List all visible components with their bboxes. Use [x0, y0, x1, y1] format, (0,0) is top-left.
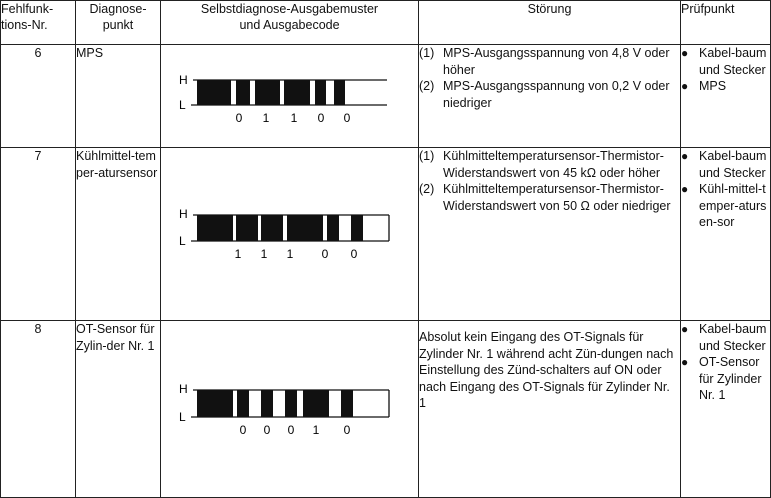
table-row [1, 148, 771, 321]
bullet-icon: ● [681, 322, 689, 336]
signal-diagram [161, 148, 419, 320]
signal-pulse-short [237, 390, 249, 417]
output-code-digit: 1 [260, 247, 268, 261]
check-item: Kabel-baum und Stecker [699, 322, 767, 353]
cause-list [419, 148, 680, 214]
signal-pulse-short [327, 215, 339, 241]
header-row [1, 1, 771, 45]
output-code-digit: 0 [287, 423, 295, 437]
check-item: OT-Sensor für Zylinder Nr. 1 [699, 355, 762, 402]
signal-pulse-short [285, 390, 297, 417]
fault-number: 8 [1, 321, 76, 498]
header-fault [419, 1, 681, 45]
signal-pulse-short [236, 80, 250, 105]
list-item [681, 78, 770, 95]
signal-pulse-short [334, 80, 345, 105]
list-item [419, 181, 680, 214]
list-item [681, 321, 770, 354]
list-item [681, 45, 770, 78]
check-list [681, 321, 770, 404]
signal-pulse-long [284, 80, 310, 105]
output-pattern-cell [161, 321, 419, 498]
bullet-icon: ● [681, 355, 689, 369]
list-item [681, 181, 770, 231]
output-pattern-cell [161, 45, 419, 148]
fault-description [419, 321, 681, 498]
header-diagnosis-point [76, 1, 161, 45]
list-item [419, 45, 680, 78]
output-code-digit: 0 [239, 423, 247, 437]
output-code-digit: 1 [286, 247, 294, 261]
signal-high-label: H [179, 73, 188, 87]
signal-pulse-long [197, 390, 233, 417]
cause-text: MPS-Ausgangsspannung von 4,8 V oder höher [443, 46, 670, 77]
bullet-icon: ● [681, 46, 689, 60]
table-row [1, 45, 771, 148]
signal-high-label: H [179, 382, 188, 396]
check-list [681, 45, 770, 95]
check-points [681, 321, 771, 498]
check-points [681, 148, 771, 321]
check-list [681, 148, 770, 231]
signal-low-label: L [179, 98, 186, 112]
signal-high-label: H [179, 207, 188, 221]
output-code-digit: 1 [312, 423, 320, 437]
check-item: MPS [699, 79, 727, 93]
signal-pulse-short [341, 390, 353, 417]
signal-low-label: L [179, 410, 186, 424]
output-code-digit: 0 [235, 111, 243, 125]
header-output-pattern-text: Selbstdiagnose-Ausgabemuster und Ausgabecode [200, 2, 379, 32]
signal-pulse-short [351, 215, 363, 241]
fault-text: Absolut kein Eingang des OT-Signals für Zylinder Nr. 1 während acht Zün-dungen nach Einstellung des Zünd-schalters auf ON oder nach Eingang des OT-Signals für Zylinder Nr. 1 [419, 330, 674, 410]
list-item [419, 148, 680, 181]
bullet-icon: ● [681, 182, 689, 196]
fault-description [419, 148, 681, 321]
output-code-digit: 0 [321, 247, 329, 261]
header-check-point [681, 1, 771, 45]
cause-text: Kühlmitteltemperatursensor-Thermistor-Widerstandswert von 45 kΩ oder höher [443, 149, 664, 180]
output-code-digit: 0 [350, 247, 358, 261]
cause-index: (1) [419, 149, 435, 163]
check-item: Kabel-baum und Stecker [699, 46, 767, 77]
output-code-digit: 1 [262, 111, 270, 125]
diagnosis-point: Kühlmittel-temper-atursensor [76, 148, 161, 321]
output-code-digit: 0 [343, 423, 351, 437]
output-code-digit: 1 [234, 247, 242, 261]
signal-pulse-long [287, 215, 323, 241]
cause-list [419, 45, 680, 111]
cause-text: Kühlmitteltemperatursensor-Thermistor-Widerstandswert von 50 Ω oder niedriger [443, 182, 671, 213]
fault-description [419, 45, 681, 148]
output-code-digit: 1 [290, 111, 298, 125]
signal-pulse-long [303, 390, 329, 417]
signal-pulse-long [255, 80, 280, 105]
cause-text: MPS-Ausgangsspannung von 0,2 V oder niedriger [443, 79, 670, 110]
signal-pulse-long [197, 215, 233, 241]
bullet-icon: ● [681, 149, 689, 163]
signal-pulse-short [261, 390, 273, 417]
signal-pulse-long [197, 80, 231, 105]
list-item [419, 78, 680, 111]
header-fault-number-text: Fehlfunk- tions-Nr. [1, 2, 54, 32]
header-fault-text: Störung [527, 2, 572, 16]
output-code-digit: 0 [263, 423, 271, 437]
output-code-digit: 0 [317, 111, 325, 125]
bullet-icon: ● [681, 79, 689, 93]
signal-pulse-short [315, 80, 326, 105]
output-pattern-cell [161, 148, 419, 321]
cause-index: (1) [419, 46, 435, 60]
header-diagnosis-point-text: Diagnose- punkt [89, 2, 147, 32]
header-fault-number [1, 1, 76, 45]
cause-index: (2) [419, 182, 435, 196]
cause-index: (2) [419, 79, 435, 93]
list-item [681, 354, 770, 404]
signal-diagram [161, 45, 419, 147]
diagnosis-point: OT-Sensor für Zylin-der Nr. 1 [76, 321, 161, 498]
signal-diagram [161, 321, 419, 497]
header-check-point-text: Prüfpunkt [681, 2, 735, 16]
fault-number: 7 [1, 148, 76, 321]
check-points [681, 45, 771, 148]
check-item: Kühl-mittel-temper-atursen-sor [699, 182, 767, 229]
table-row [1, 321, 771, 498]
check-item: Kabel-baum und Stecker [699, 149, 767, 180]
fault-number: 6 [1, 45, 76, 148]
output-code-digit: 0 [343, 111, 351, 125]
signal-pulse-long [236, 215, 258, 241]
list-item [681, 148, 770, 181]
signal-pulse-long [261, 215, 283, 241]
header-output-pattern [161, 1, 419, 45]
signal-low-label: L [179, 234, 186, 248]
diagnosis-point: MPS [76, 45, 161, 148]
